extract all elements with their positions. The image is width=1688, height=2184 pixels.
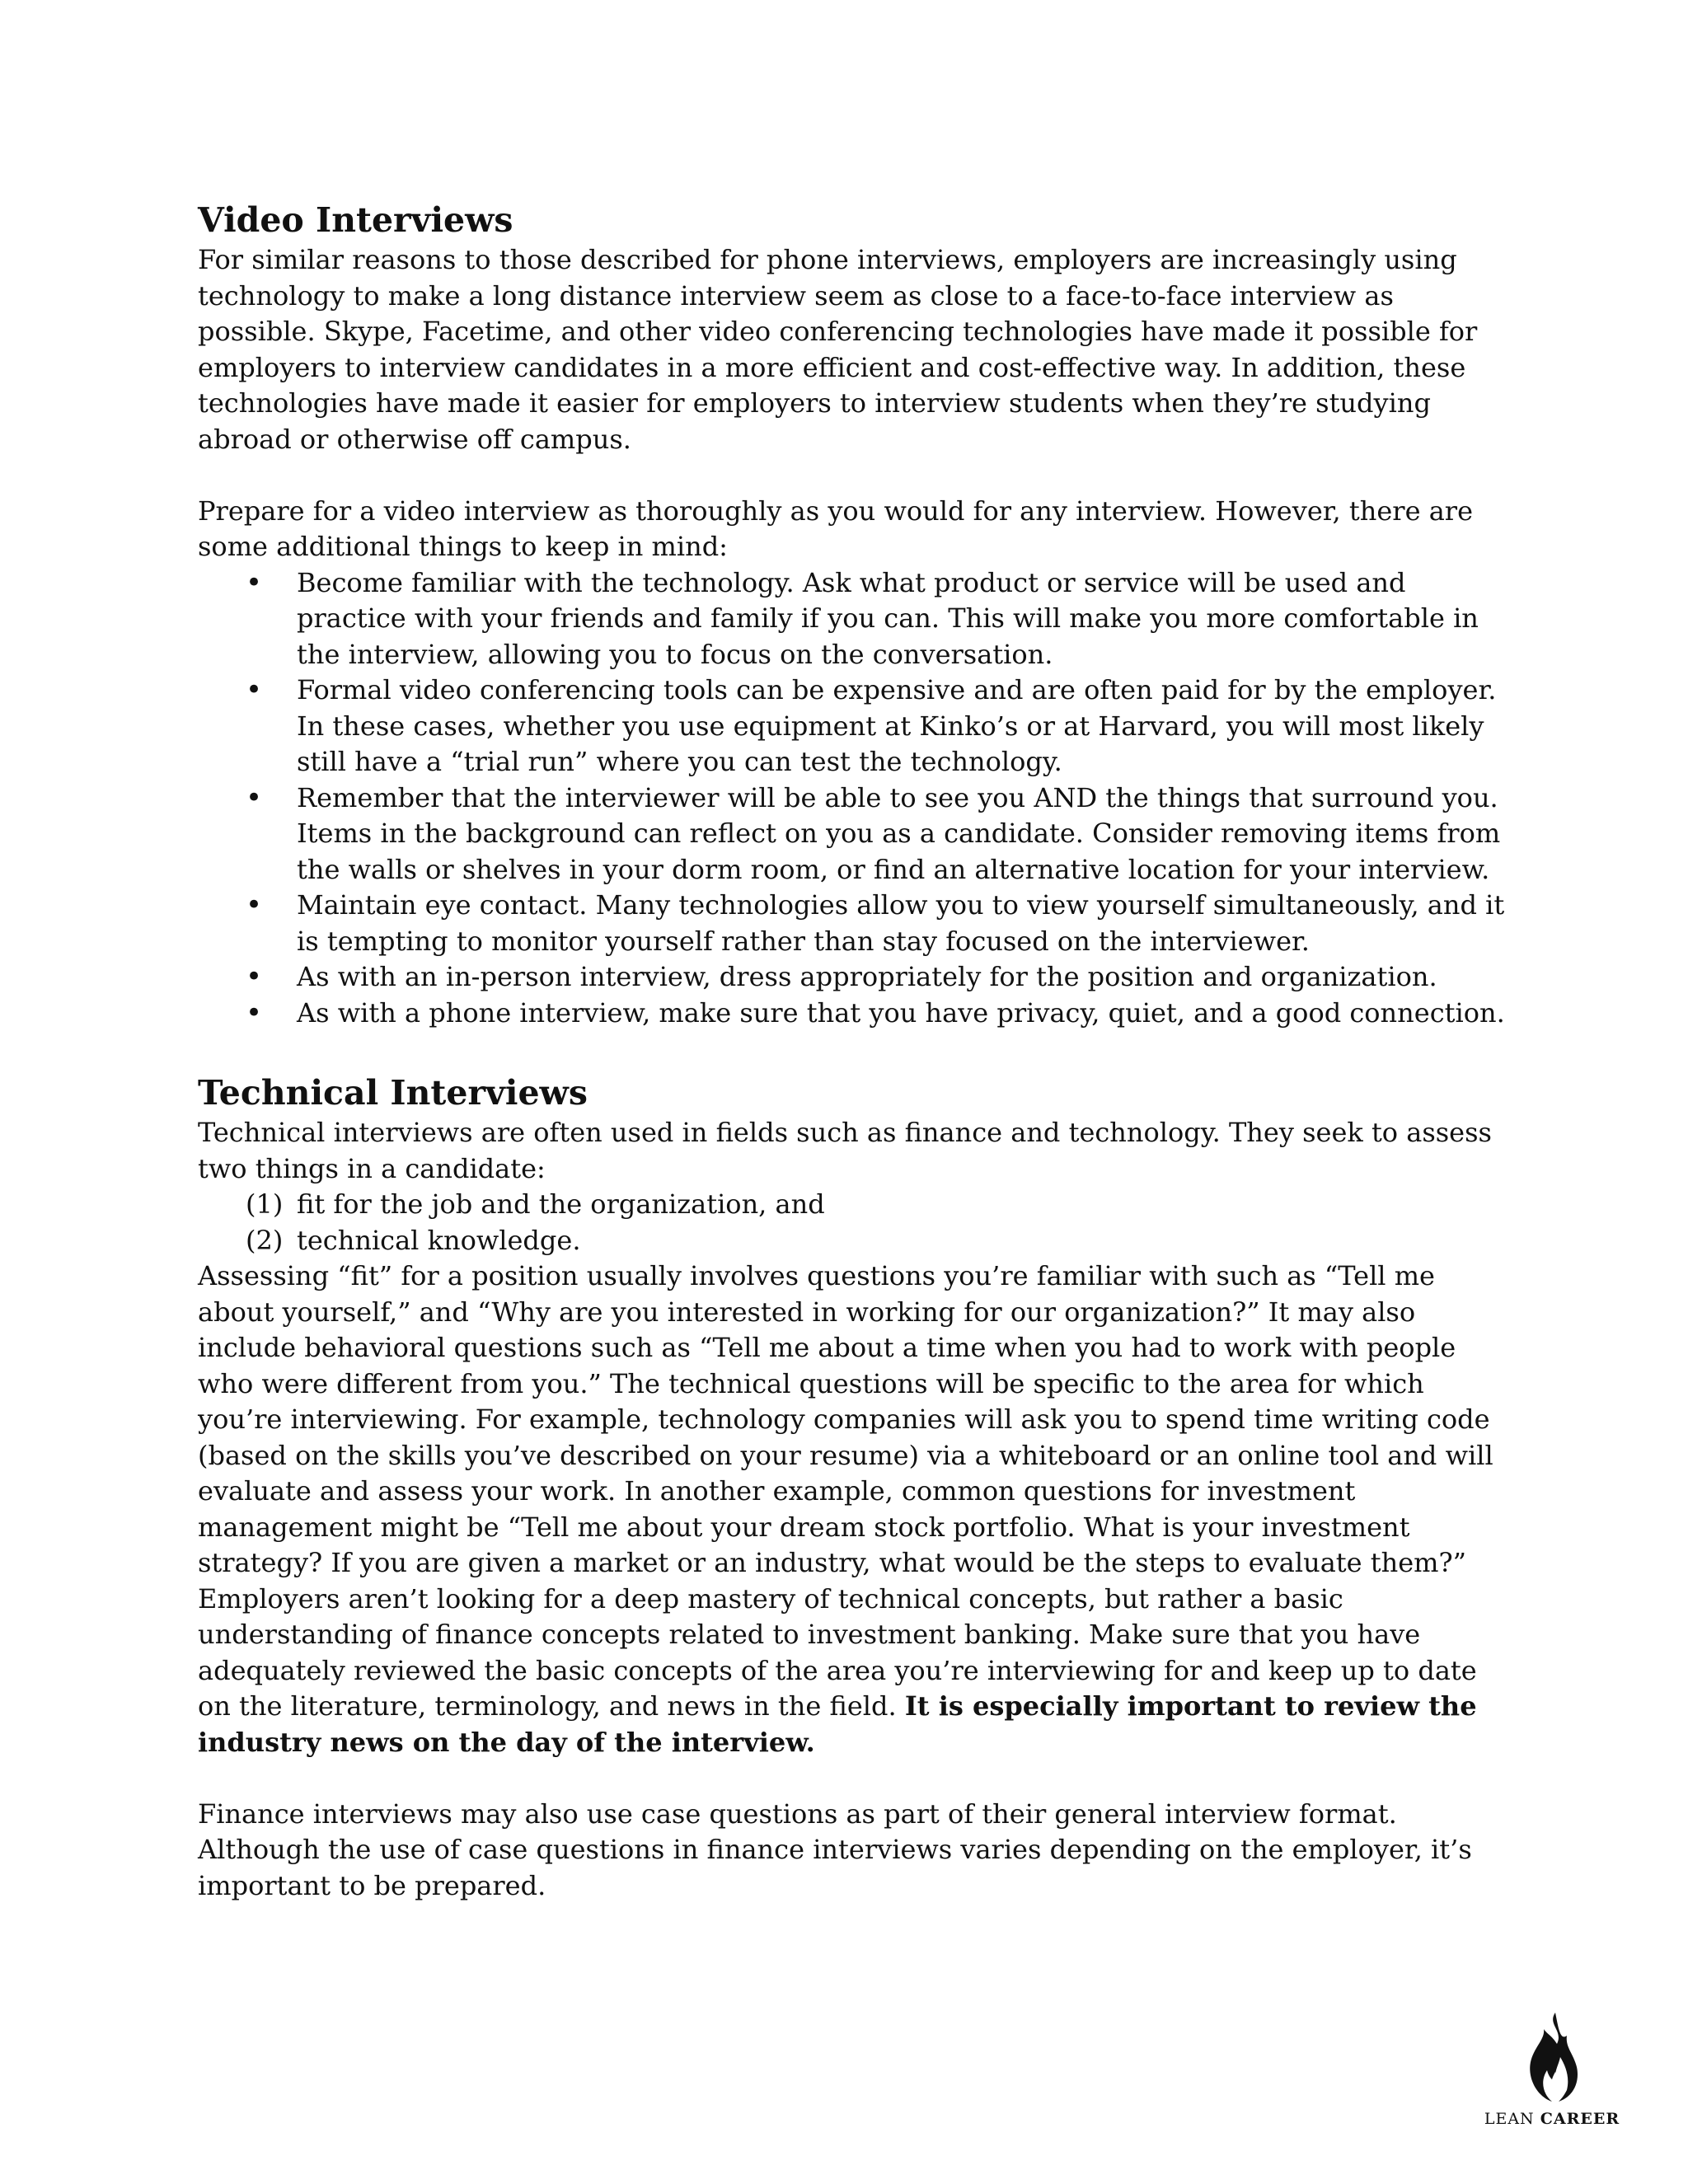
list-item: • Formal video conferencing tools can be expensive and are often paid for by the employer. In these cases, whether you use equipment at Kinko’s or at Harvard, you will most likely still have a “trial run” where you can test the technology.: [297, 673, 1517, 780]
list-item-text: fit for the job and the organization, and: [297, 1188, 825, 1220]
video-paragraph-1: For similar reasons to those described for phone interviews, employers are increasingly using technology to make a long distance interview seem as close to a face-to-face interview as possible. Skype, Facetime, and other video conferencing technologies have made it possible for employers to interview candidates in a more efficient and cost-effective way. In addition, these technologies have made it easier for employers to interview students when they’re studying abroad or otherwise off campus.: [198, 244, 1478, 455]
technical-intro: Technical interviews are often used in fields such as finance and technology. They seek to assess two things in a candidate:: [198, 1117, 1492, 1184]
lean-career-logo: [1482, 2011, 1622, 2128]
video-paragraph-2: Prepare for a video interview as thoroughly as you would for any interview. However, there are some additional things to keep in mind:: [198, 494, 1473, 562]
video-tips-list: [198, 565, 1517, 1032]
paragraph-spacer: [198, 457, 1517, 494]
technical-paragraph-last: Finance interviews may also use case questions as part of their general interview format. Although the use of case questions in finance interviews varies depending on the employer, it’s important to be prepared.: [198, 1797, 1472, 1901]
list-item: • Remember that the interviewer will be able to see you AND the things that surround you. Items in the background can reflect on you as a candidate. Consider removing items from the walls or shelves in your dorm room, or find an alternative location for your interview.: [297, 780, 1517, 888]
list-item: • Become familiar with the technology. Ask what product or service will be used and practice with your friends and family if you can. This will make you more comfortable in the interview, allowing you to focus on the conversation.: [297, 565, 1517, 673]
section-spacer: [198, 1031, 1517, 1071]
list-item: [246, 1187, 1517, 1223]
list-item: • As with a phone interview, make sure that you have privacy, quiet, and a good connection.: [297, 996, 1517, 1032]
logo-word-career: CAREER: [1540, 2110, 1620, 2128]
section-heading-technical-interviews: Technical Interviews: [198, 1073, 588, 1113]
list-item: • Maintain eye contact. Many technologies allow you to view yourself simultaneously, and it is tempting to monitor yourself rather than stay focused on the interviewer.: [297, 888, 1517, 959]
list-number: (2): [246, 1224, 284, 1256]
flame-icon: [1522, 2011, 1582, 2103]
list-item-text: technical knowledge.: [297, 1224, 581, 1256]
section-heading-video-interviews: Video Interviews: [198, 200, 513, 240]
logo-word-lean: LEAN: [1484, 2110, 1535, 2128]
list-item: • As with an in-person interview, dress appropriately for the position and organization.: [297, 959, 1517, 996]
list-item: [246, 1223, 1517, 1259]
logo-wordmark: [1482, 2110, 1622, 2128]
document-page: [198, 198, 1517, 1904]
list-number: (1): [246, 1188, 284, 1220]
technical-paragraph-emphasis: It is especially important to review the industry news on the day of the interview.: [198, 1690, 1477, 1758]
assessment-list: [198, 1187, 1517, 1258]
paragraph-spacer: [198, 1760, 1517, 1797]
technical-paragraph-main: [198, 1258, 1517, 1760]
technical-paragraph-text: Assessing “fit” for a position usually involves questions you’re familiar with such as “Tell me about yourself,” and “Why are you interested in working for our organization?” It may also include behavioral questions such as “Tell me about a time when you had to work with people who were different from you.” The technical questions will be specific to the area for which you’re interviewing. For example, technology companies will ask you to spend time writing code (based on the skills you’ve described on your resume) via a whiteboard or an online tool and will evaluate and assess your work. In another example, common questions for investment management might be “Tell me about your dream stock portfolio. What is your investment strategy? If you are given a market or an industry, what would be the steps to evaluate them?” Employers aren’t looking for a deep mastery of technical concepts, but rather a basic understanding of finance concepts related to investment banking. Make sure that you have adequately reviewed the basic concepts of the area you’re interviewing for and keep up to date on the literature, terminology, and news in the field.: [198, 1260, 1493, 1722]
